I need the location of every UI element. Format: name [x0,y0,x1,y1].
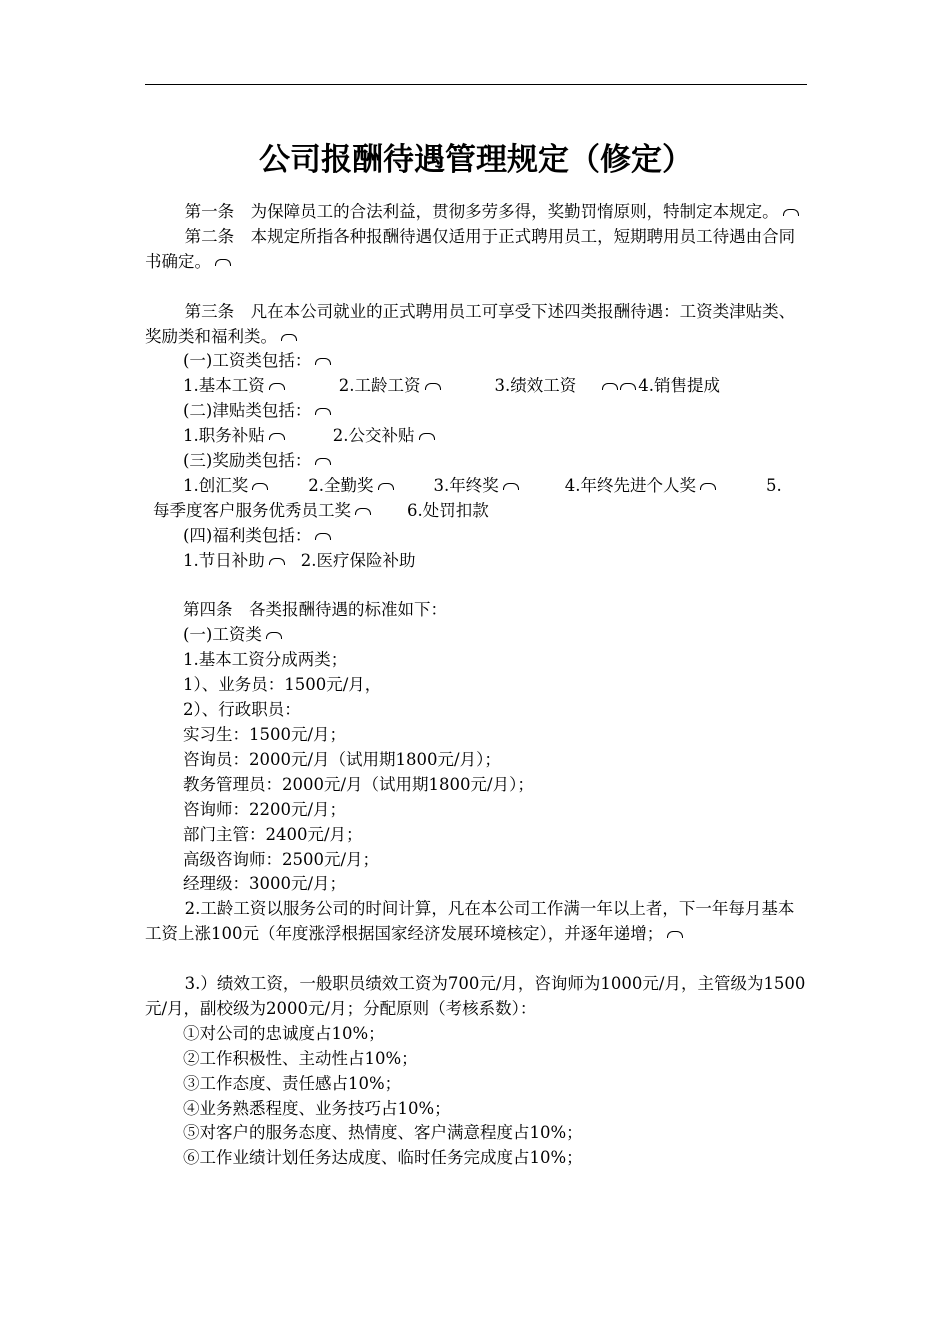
performance-pay-paragraph: 3.）绩效工资，一般职员绩效工资为700元/月，咨询师为1000元/月，主管级为1500元/月，副校级为2000元/月；分配原则（考核系数）： [145,974,806,1018]
category-1-heading-text: (一)工资类包括： [183,351,312,371]
list-item: 2.公交补贴 [332,426,415,446]
paragraph-mark-icon [667,931,683,938]
seniority-pay-paragraph [145,897,807,947]
category-2-items [145,424,807,449]
blank-line [145,574,807,599]
category-3-heading-text: (三)奖励类包括： [183,451,312,471]
criteria-item: ⑤对客户的服务态度、热情度、客户满意程度占10%； [183,1123,583,1143]
list-item: 4.销售提成 [638,376,720,396]
paragraph-mark-icon [602,383,618,390]
category-3-heading [145,449,807,474]
category-1-items [145,374,807,399]
criteria-item: ②工作积极性、主动性占10%； [183,1048,418,1068]
salary-line: 2）、行政职员： [183,700,301,720]
paragraph-mark-icon [419,433,435,440]
criteria-item: ④业务熟悉程度、业务技巧占10%； [183,1098,451,1118]
paragraph-mark-icon [281,334,297,341]
paragraph-mark-icon [425,383,441,390]
criteria-item: ③工作态度、责任感占10%； [183,1073,402,1093]
blank-line [145,947,807,972]
salary-section-heading-text: (一)工资类 [183,625,262,645]
paragraph-mark-icon [252,483,268,490]
paragraph-mark-icon [315,408,331,415]
salary-line: 1）、业务员：1500元/月， [183,675,382,695]
salary-line: 经理级：3000元/月； [183,874,347,894]
list-item: 3.年终奖 [433,475,499,495]
list-item: 4.年终先进个人奖 [564,475,696,495]
article-4: 第四条 各类报酬待遇的标准如下： [183,600,447,620]
paragraph-mark-icon [503,483,519,490]
list-item: 6.处罚扣款 [407,500,489,520]
paragraph-mark-icon [378,483,394,490]
salary-line: 咨询员：2000元/月（试用期1800元/月）； [183,749,501,769]
article-2-text: 第二条 本规定所指各种报酬待遇仅适用于正式聘用员工，短期聘用员工待遇由合同书确定。 [145,226,796,271]
article-1 [145,200,807,225]
salary-line: 高级咨询师：2500元/月； [183,849,380,869]
list-item: 5. [766,475,782,495]
salary-line: 1.基本工资分成两类； [183,650,348,670]
paragraph-mark-icon [620,383,636,390]
salary-line: 咨询师：2200元/月； [183,799,347,819]
header-rule [145,84,807,85]
article-2 [145,225,807,275]
list-item: 每季度客户服务优秀员工奖 [153,500,351,520]
list-item: 3.绩效工资 [494,376,577,396]
document-body [145,200,807,1171]
list-item: 2.工龄工资 [338,376,421,396]
list-item: 2.全勤奖 [308,475,374,495]
category-2-heading [145,399,807,424]
salary-line: 部门主管：2400元/月； [183,824,363,844]
salary-line: 教务管理员：2000元/月（试用期1800元/月）； [183,774,534,794]
list-item: 2.医疗保险补助 [300,550,416,570]
paragraph-mark-icon [700,483,716,490]
salary-section-heading [145,623,807,648]
category-3-items-continued [145,499,807,524]
paragraph-mark-icon [215,259,231,266]
seniority-pay-text: 2.工龄工资以服务公司的时间计算，凡在本公司工作满一年以上者，下一年每月基本工资上涨100元（年度涨浮根据国家经济发展环境核定），并逐年递增； [145,899,795,944]
list-item: 1.职务补贴 [183,426,265,446]
list-item: 1.创汇奖 [183,475,249,495]
paragraph-mark-icon [315,458,331,465]
paragraph-mark-icon [355,508,371,515]
category-4-heading [145,524,807,549]
document-title: 公司报酬待遇管理规定（修定） [259,142,693,178]
category-2-heading-text: (二)津贴类包括： [183,401,312,421]
criteria-item: ⑥工作业绩计划任务达成度、临时任务完成度占10%； [183,1148,583,1168]
article-3 [145,300,807,350]
category-3-items [145,474,807,499]
category-4-items [145,549,807,574]
list-item: 1.基本工资 [183,376,265,396]
criteria-item: ①对公司的忠诚度占10%； [183,1023,385,1043]
salary-line: 实习生：1500元/月； [183,725,347,744]
blank-line [145,275,807,300]
paragraph-mark-icon [269,558,285,565]
article-3-text: 第三条 凡在本公司就业的正式聘用员工可享受下述四类报酬待遇：工资类津贴类、奖励类和福利类。 [145,301,796,346]
article-1-text: 第一条 为保障员工的合法利益，贯彻多劳多得，奖勤罚惰原则，特制定本规定。 [184,202,779,221]
paragraph-mark-icon [315,358,331,365]
paragraph-mark-icon [269,433,285,440]
category-4-heading-text: (四)福利类包括： [183,525,312,545]
paragraph-mark-icon [266,632,282,639]
paragraph-mark-icon [269,383,285,390]
list-item: 1.节日补助 [183,550,265,570]
paragraph-mark-icon [783,209,799,216]
paragraph-mark-icon [315,533,331,540]
category-1-heading [145,349,807,374]
